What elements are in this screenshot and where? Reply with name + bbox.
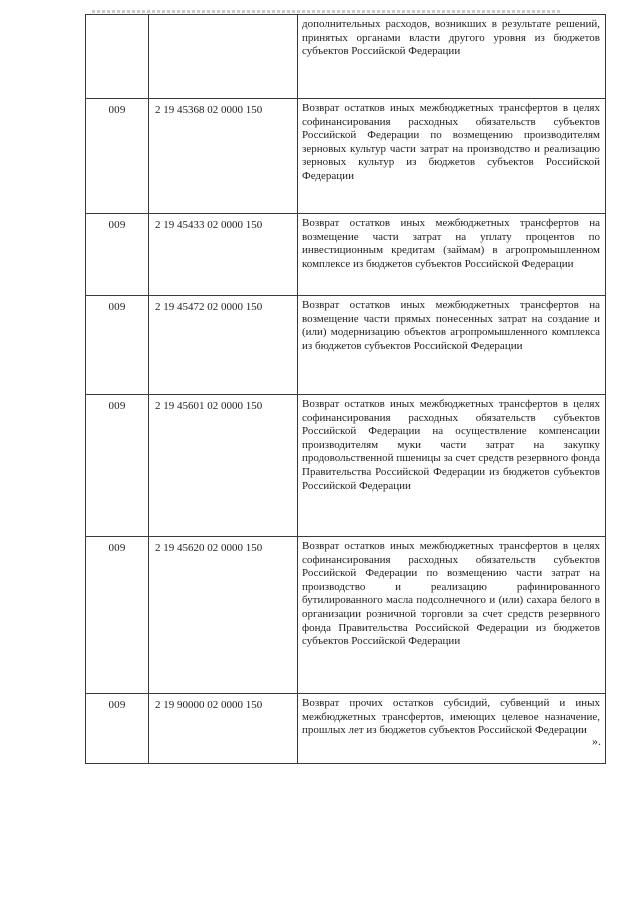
description-cell: Возврат остатков иных межбюджетных трансфертов на возмещение части затрат на уплату процентов по инвестиционным кредитам (займам) в агропромышленном комплексе из бюджетов субъектов Российской Федерации <box>298 214 606 296</box>
table-row <box>86 395 606 537</box>
department-code-cell <box>86 15 149 99</box>
budget-classification-code-cell: 2 19 45368 02 0000 150 <box>149 99 298 214</box>
table-row <box>86 15 606 99</box>
table-row <box>86 296 606 395</box>
budget-classification-code-cell: 2 19 45433 02 0000 150 <box>149 214 298 296</box>
department-code-cell: 009 <box>86 694 149 764</box>
description-cell: Возврат остатков иных межбюджетных трансфертов в целях софинансирования расходных обязательств субъектов Российской Федерации по возмещению производителям зерновых культур части затрат на производство и реализацию зерновых культур из бюджетов субъектов Российской Федерации <box>298 99 606 214</box>
budget-classification-code-cell: 2 19 90000 02 0000 150 <box>149 694 298 764</box>
budget-codes-table <box>85 14 606 764</box>
description-cell: дополнительных расходов, возникших в результате решений, принятых органами власти другого уровня из бюджетов субъектов Российской Федерации <box>298 15 606 99</box>
budget-classification-code-cell <box>149 15 298 99</box>
closing-quote-mark: ». <box>592 734 601 748</box>
department-code-cell: 009 <box>86 296 149 395</box>
department-code-cell: 009 <box>86 214 149 296</box>
department-code-cell: 009 <box>86 395 149 537</box>
budget-classification-code-cell: 2 19 45601 02 0000 150 <box>149 395 298 537</box>
budget-classification-code-cell: 2 19 45620 02 0000 150 <box>149 537 298 694</box>
description-cell: Возврат остатков иных межбюджетных трансфертов в целях софинансирования расходных обязательств субъектов Российской Федерации по возмещению части затрат на производство и реализацию рафинированного бутилированного масла подсолнечного и (или) сахара белого в организации розничной торговли за счет средств резервного фонда Правительства Российской Федерации из бюджетов субъектов Российской Федерации <box>298 537 606 694</box>
description-cell: Возврат прочих остатков субсидий, субвенций и иных межбюджетных трансфертов, имеющих целевое назначение, прошлых лет из бюджетов субъектов Российской Федерации <box>298 694 606 764</box>
table-row <box>86 99 606 214</box>
description-cell: Возврат остатков иных межбюджетных трансфертов на возмещение части прямых понесенных затрат на создание и (или) модернизацию объектов агропромышленного комплекса из бюджетов субъектов Российской Федерации <box>298 296 606 395</box>
department-code-cell: 009 <box>86 537 149 694</box>
table-row <box>86 537 606 694</box>
description-cell: Возврат остатков иных межбюджетных трансфертов в целях софинансирования расходных обязательств субъектов Российской Федерации на осуществление компенсации производителям муки части затрат на закупку продовольственной пшеницы за счет средств резервного фонда Правительства Российской Федерации из бюджетов субъектов Российской Федерации <box>298 395 606 537</box>
scan-edge-artifact <box>92 10 562 13</box>
table-row <box>86 694 606 764</box>
table-row <box>86 214 606 296</box>
department-code-cell: 009 <box>86 99 149 214</box>
budget-classification-code-cell: 2 19 45472 02 0000 150 <box>149 296 298 395</box>
